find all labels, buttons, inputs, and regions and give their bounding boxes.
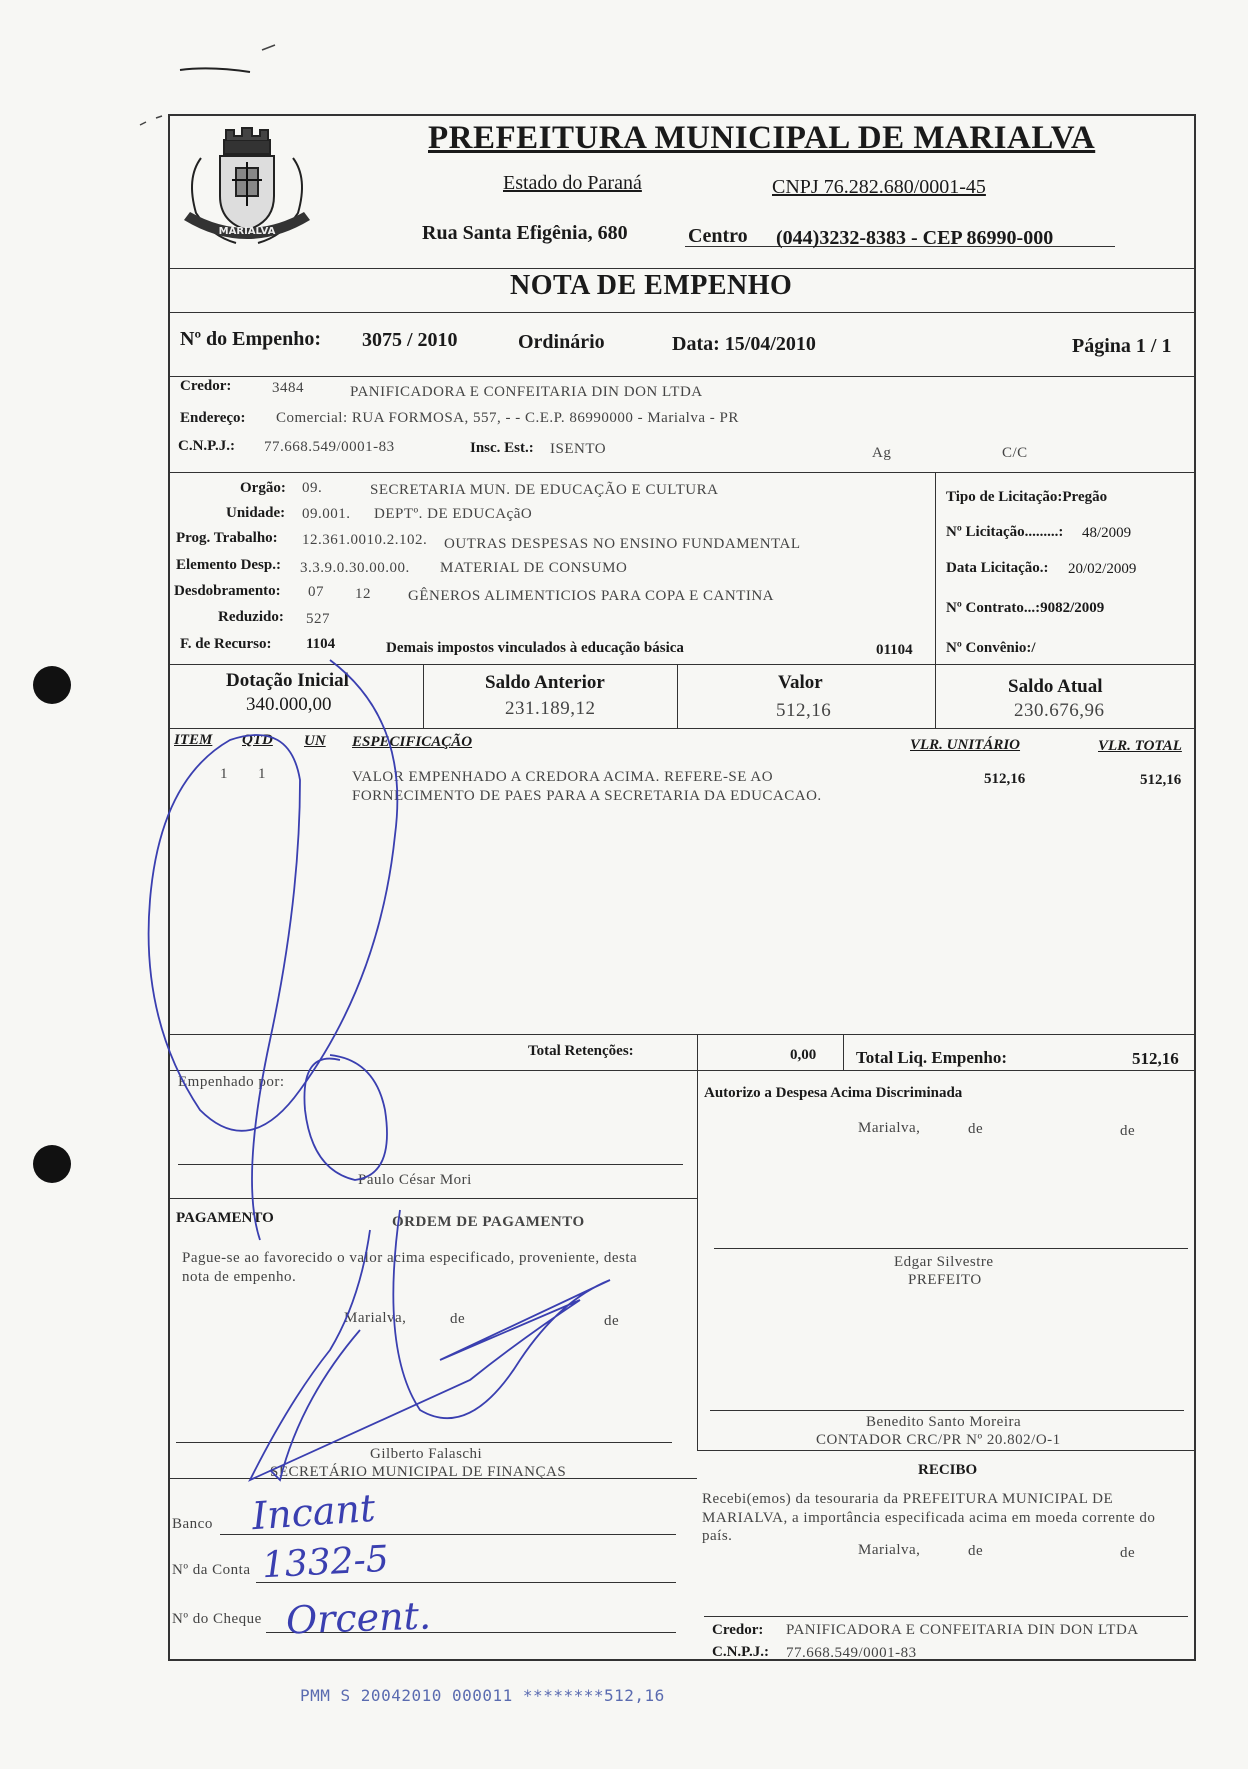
recurso-desc: Demais impostos vinculados à educação básica: [386, 640, 684, 656]
banco-handwritten: Incant: [250, 1485, 377, 1539]
ordem-label: ORDEM DE PAGAMENTO: [392, 1214, 585, 1230]
saldo-anterior-value: 231.189,12: [505, 698, 596, 719]
divider: [170, 312, 1195, 313]
empenho-type: Ordinário: [518, 331, 605, 353]
signature-line: [710, 1410, 1184, 1411]
reduzido-label: Reduzido:: [218, 609, 284, 625]
desdobramento-sub: 12: [355, 586, 371, 602]
pagamento-de1: de: [450, 1311, 466, 1327]
item-total-value: 512,16: [1140, 772, 1182, 788]
licitacao-num: 48/2009: [1082, 525, 1132, 541]
empenho-number: 3075 / 2010: [362, 329, 458, 351]
divider: [170, 1198, 697, 1199]
col-qtd: QTD: [242, 732, 273, 748]
recibo-cnpj-label: C.N.P.J.:: [712, 1644, 769, 1660]
footer-stamp: PMM S 20042010 000011 ********512,16: [300, 1686, 665, 1705]
col-especificacao: ESPECIFICAÇÃO: [352, 734, 473, 750]
crest-text: MARIALVA: [218, 226, 276, 237]
licitacao-data-label: Data Licitação.:: [946, 560, 1049, 576]
col-item: ITEM: [174, 732, 213, 748]
contador-role: CONTADOR CRC/PR Nº 20.802/O-1: [816, 1432, 1061, 1448]
credor-name: PANIFICADORA E CONFEITARIA DIN DON LTDA: [350, 384, 703, 400]
autorizo-label: Autorizo a Despesa Acima Discriminada: [704, 1085, 963, 1101]
col-total-value: VLR. TOTAL: [1098, 738, 1182, 754]
header-district: Centro: [688, 225, 748, 247]
account-label: C/C: [1002, 445, 1028, 461]
elemento-code: 3.3.9.0.30.00.00.: [300, 560, 410, 576]
recibo-credor: PANIFICADORA E CONFEITARIA DIN DON LTDA: [786, 1622, 1139, 1638]
recibo-label: RECIBO: [918, 1462, 978, 1478]
item-unit-value: 512,16: [984, 771, 1026, 787]
licitacao-data: 20/02/2009: [1068, 561, 1137, 577]
recurso-label: F. de Recurso:: [180, 636, 272, 652]
recibo-place: Marialva,: [858, 1542, 921, 1558]
pagamento-label: PAGAMENTO: [176, 1210, 274, 1226]
pagamento-de2: de: [604, 1313, 620, 1329]
saldo-anterior-label: Saldo Anterior: [485, 672, 605, 693]
recurso-code: 1104: [306, 636, 336, 652]
divider: [935, 472, 936, 728]
saldo-atual-label: Saldo Atual: [1008, 676, 1103, 697]
prog-label: Prog. Trabalho:: [176, 530, 278, 546]
retencoes-label: Total Retenções:: [528, 1043, 634, 1059]
header-address: Rua Santa Efigênia, 680: [422, 222, 628, 244]
divider: [170, 1034, 1195, 1035]
signature-line: [704, 1616, 1188, 1617]
header-cnpj: CNPJ 76.282.680/0001-45: [772, 176, 986, 198]
divider: [423, 664, 424, 728]
credor-insc: ISENTO: [550, 441, 607, 457]
recibo-text3: país.: [702, 1528, 733, 1544]
page-title: PREFEITURA MUNICIPAL DE MARIALVA: [428, 120, 1096, 156]
liq-label: Total Liq. Empenho:: [856, 1048, 1007, 1067]
saldo-atual-value: 230.676,96: [1014, 700, 1105, 721]
divider: [170, 664, 1195, 665]
valor-value: 512,16: [776, 700, 832, 721]
item-qtd: 1: [258, 766, 266, 782]
unidade-name: DEPTº. DE EDUCAçãO: [374, 506, 533, 522]
binder-hole-bottom: [33, 1145, 71, 1183]
prefeito-role: PREFEITO: [908, 1272, 982, 1288]
recurso-number: 01104: [876, 642, 913, 658]
autorizo-de1: de: [968, 1121, 984, 1137]
unidade-code: 09.001.: [302, 506, 351, 522]
divider: [170, 728, 1195, 729]
orgao-name: SECRETARIA MUN. DE EDUCAÇÃO E CULTURA: [370, 482, 719, 498]
conta-handwritten: 1332-5: [261, 1538, 390, 1587]
insc-label: Insc. Est.:: [470, 440, 534, 456]
state-name: Estado do Paraná: [503, 172, 642, 194]
banco-label: Banco: [172, 1516, 213, 1532]
divider: [697, 1070, 698, 1450]
empenhado-signer: Paulo César Mori: [358, 1172, 472, 1188]
secretario-name: Gilberto Falaschi: [370, 1446, 483, 1462]
item-number: 1: [220, 766, 228, 782]
municipal-crest-icon: [176, 118, 318, 256]
agency-label: Ag: [872, 445, 892, 461]
empenho-date: Data: 15/04/2010: [672, 333, 816, 355]
recibo-credor-label: Credor:: [712, 1622, 764, 1638]
signature-line: [178, 1164, 683, 1165]
elemento-label: Elemento Desp.:: [176, 557, 281, 573]
desdobramento-label: Desdobramento:: [174, 583, 281, 599]
recibo-de2: de: [1120, 1545, 1136, 1561]
contador-name: Benedito Santo Moreira: [866, 1414, 1022, 1430]
col-un: UN: [304, 733, 326, 749]
cnpj-label: C.N.P.J.:: [178, 438, 235, 454]
prefeito-name: Edgar Silvestre: [894, 1254, 994, 1270]
dotacao-value: 340.000,00: [246, 694, 332, 715]
liq-value: 512,16: [1132, 1049, 1179, 1068]
binder-hole-top: [33, 666, 71, 704]
pagamento-text2: nota de empenho.: [182, 1269, 297, 1285]
elemento-name: MATERIAL DE CONSUMO: [440, 560, 628, 576]
autorizo-place: Marialva,: [858, 1120, 921, 1136]
unidade-label: Unidade:: [226, 505, 286, 521]
col-unit-value: VLR. UNITÁRIO: [910, 737, 1021, 753]
divider: [170, 376, 1195, 377]
cheque-handwritten: Orcent.: [285, 1593, 432, 1643]
document-title: NOTA DE EMPENHO: [510, 270, 793, 301]
recibo-de1: de: [968, 1543, 984, 1559]
reduzido-value: 527: [306, 611, 330, 627]
conta-label: Nº da Conta: [172, 1562, 251, 1578]
licitacao-contrato: Nº Contrato...:9082/2009: [946, 600, 1105, 616]
licitacao-convenio: Nº Convênio:/: [946, 640, 1036, 656]
orgao-label: Orgão:: [240, 480, 286, 496]
divider: [697, 1450, 1195, 1451]
autorizo-de2: de: [1120, 1123, 1136, 1139]
page-number: Página 1 / 1: [1072, 335, 1172, 357]
orgao-code: 09.: [302, 480, 323, 496]
valor-label: Valor: [778, 672, 823, 693]
credor-address: Comercial: RUA FORMOSA, 557, - - C.E.P. 86990000 - Marialva - PR: [276, 410, 739, 426]
cheque-label: Nº do Cheque: [172, 1611, 262, 1627]
dotacao-label: Dotação Inicial: [226, 670, 349, 691]
header-phone-cep: (044)3232-8383 - CEP 86990-000: [776, 227, 1054, 249]
item-desc-line2: FORNECIMENTO DE PAES PARA A SECRETARIA DA EDUCACAO.: [352, 788, 822, 804]
recibo-text1: Recebi(emos) da tesouraria da PREFEITURA MUNICIPAL DE: [702, 1491, 1114, 1507]
licitacao-tipo: Tipo de Licitação:Pregão: [946, 489, 1108, 505]
desdobramento-code: 07: [308, 584, 324, 600]
recibo-text2: MARIALVA, a importância especificada acima em moeda corrente do: [702, 1510, 1156, 1526]
prog-name: OUTRAS DESPESAS NO ENSINO FUNDAMENTAL: [444, 536, 801, 552]
divider: [697, 1034, 698, 1070]
pagamento-place: Marialva,: [344, 1310, 407, 1326]
licitacao-num-label: Nº Licitação.........:: [946, 524, 1064, 540]
empenho-label: Nº do Empenho:: [180, 328, 322, 350]
credor-cnpj: 77.668.549/0001-83: [264, 439, 395, 455]
retencoes-value: 0,00: [790, 1047, 817, 1063]
signature-line: [176, 1442, 672, 1443]
empenhado-label: Empenhado por:: [178, 1074, 285, 1090]
desdobramento-name: GÊNEROS ALIMENTICIOS PARA COPA E CANTINA: [408, 588, 775, 604]
divider: [843, 1034, 844, 1070]
signature-line: [714, 1248, 1188, 1249]
recibo-cnpj: 77.668.549/0001-83: [786, 1645, 917, 1661]
secretario-role: SECRETÁRIO MUNICIPAL DE FINANÇAS: [270, 1464, 567, 1480]
pagamento-text1: Pague-se ao favorecido o valor acima especificado, proveniente, desta: [182, 1250, 638, 1266]
item-desc-line1: VALOR EMPENHADO A CREDORA ACIMA. REFERE-SE AO: [352, 769, 774, 785]
divider: [170, 268, 1195, 269]
credor-label: Credor:: [180, 378, 232, 394]
address-label: Endereço:: [180, 410, 246, 426]
divider: [170, 472, 1195, 473]
credor-code: 3484: [272, 380, 304, 396]
divider: [677, 664, 678, 728]
divider: [170, 1070, 1195, 1071]
prog-code: 12.361.0010.2.102.: [302, 532, 428, 548]
